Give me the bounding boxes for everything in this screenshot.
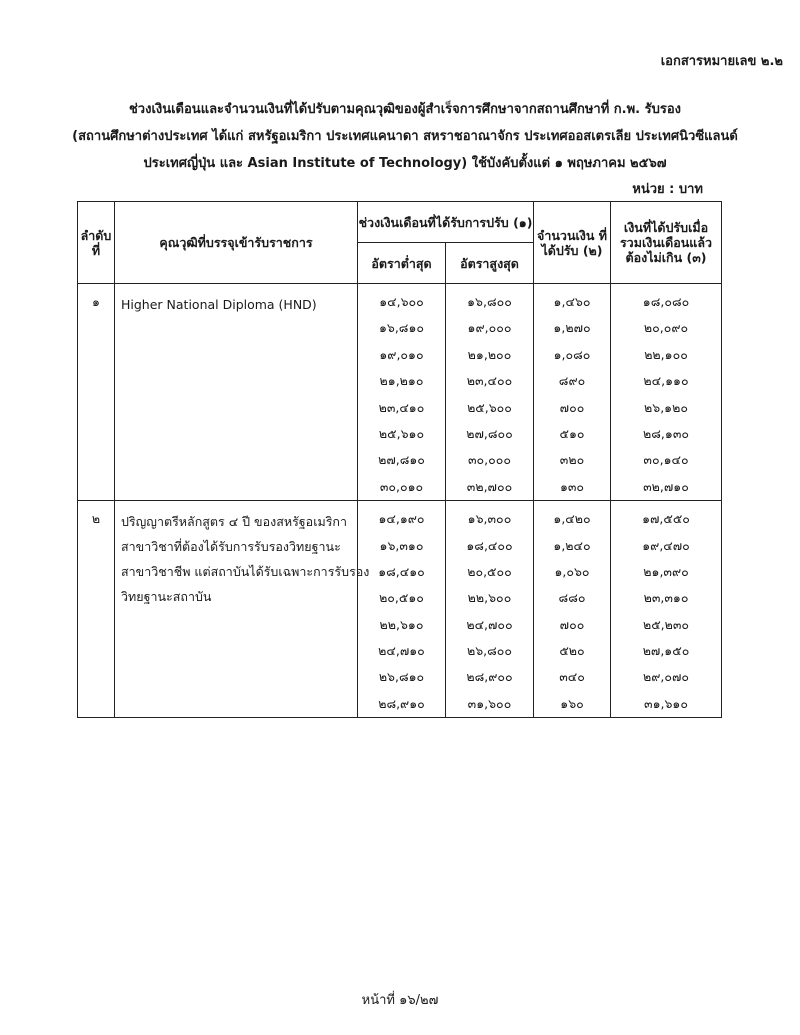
- header-seq: ลำดับ ที่: [78, 202, 115, 284]
- title-line-3: ประเทศญี่ปุ่น และ Asian Institute of Technology) ใช้บังคับตั้งแต่ ๑ พฤษภาคม ๒๕๖๗: [143, 156, 667, 171]
- value: ๓๒๐: [559, 452, 585, 468]
- min-rate-cell: [358, 284, 446, 501]
- value: ๒๐,๕๑๐: [379, 590, 424, 606]
- adjust-amount-cell: [534, 501, 611, 718]
- value: ๒๗,๘๐๐: [466, 425, 513, 441]
- value: ๒๒,๖๑๐: [379, 616, 424, 632]
- value: ๒๐,๐๙๐: [643, 320, 689, 336]
- adjust-amount-cell: [534, 284, 611, 501]
- value: ๑,๒๗๐: [553, 320, 591, 336]
- value: ๒๖,๘๐๐: [466, 643, 513, 659]
- value: ๒๕,๖๐๐: [467, 399, 512, 415]
- qualification-line: วิทยฐานะสถาบัน: [121, 589, 212, 605]
- value: ๑๙,๐๑๐: [379, 346, 424, 362]
- header-min-rate: อัตราต่ำสุด: [358, 243, 446, 284]
- salary-table: [77, 201, 722, 718]
- header-qualification: คุณวุฒิที่บรรจุเข้ารับราชการ: [115, 202, 358, 284]
- value: ๓๐,๐๐๐: [467, 452, 512, 468]
- value: ๑๖,๓๐๐: [467, 511, 512, 527]
- value: ๑๖๐: [560, 695, 584, 711]
- value: ๓๑,๖๐๐: [467, 695, 512, 711]
- document-reference: เอกสารหมายเลข ๒.๒: [660, 54, 783, 69]
- value: ๒๖,๘๑๐: [378, 669, 425, 685]
- row-seq: ๑: [78, 284, 115, 501]
- value: ๒๗,๑๕๐: [642, 643, 690, 659]
- max-rate-cell: [446, 284, 534, 501]
- value: ๒๑,๓๙๐: [643, 563, 689, 579]
- value: ๒๑,๒๐๐: [467, 346, 512, 362]
- value: ๑,๒๔๐: [553, 537, 591, 553]
- title-line-1: ช่วงเงินเดือนและจำนวนเงินที่ได้ปรับตามคุณวุฒิของผู้สำเร็จการศึกษาจากสถานศึกษาที่ ก.พ. รับรอง: [128, 102, 682, 117]
- value: ๒๕,๖๑๐: [378, 425, 425, 441]
- value: ๒๒,๖๐๐: [467, 590, 512, 606]
- value: ๓๒,๗๑๐: [643, 478, 689, 494]
- value: ๒๓,๔๑๐: [378, 399, 425, 415]
- value: ๒๔,๗๐๐: [466, 616, 513, 632]
- value: ๑๘,๐๘๐: [642, 294, 690, 309]
- value: ๑๔,๑๙๐: [378, 511, 425, 527]
- value: ๑๘,๔๑๐: [378, 563, 425, 579]
- value: ๓๐,๑๔๐: [643, 452, 689, 468]
- value: ๒๗,๘๑๐: [378, 452, 425, 468]
- value: ๑๔,๖๐๐: [379, 294, 424, 309]
- value: ๒๐,๕๐๐: [467, 563, 512, 579]
- value: ๑,๐๘๐: [553, 346, 591, 362]
- qualification-line: ปริญญาตรีหลักสูตร ๔ ปี ของสหรัฐอเมริกา: [121, 514, 348, 530]
- value: ๒๒,๑๐๐: [644, 346, 688, 362]
- value: ๒๘,๙๑๐: [378, 695, 425, 711]
- value: ๑,๐๖๐: [554, 563, 590, 579]
- value: ๗๐๐: [559, 399, 585, 415]
- value: ๑๓๐: [559, 478, 585, 494]
- value: ๑๙,๔๗๐: [642, 537, 690, 553]
- value: ๒๙,๐๗๐: [643, 669, 690, 685]
- value: ๕๑๐: [559, 425, 585, 441]
- value: ๑๙,๐๐๐: [467, 320, 512, 336]
- value: ๑๖,๘๐๐: [467, 294, 512, 309]
- value: ๒๘,๙๐๐: [466, 669, 513, 685]
- value: ๒๓,๓๑๐: [643, 590, 689, 606]
- value: ๑,๔๒๐: [553, 511, 591, 527]
- header-max-rate: อัตราสูงสุด: [446, 243, 534, 284]
- value: ๒๔,๑๑๐: [643, 373, 689, 389]
- value: ๒๔,๗๑๐: [378, 643, 425, 659]
- unit-label: หน่วย : บาท: [632, 182, 703, 197]
- value: ๒๖,๑๒๐: [644, 399, 688, 415]
- value: ๓๒,๗๐๐: [466, 478, 513, 494]
- qualification-line: สาขาวิชาที่ต้องได้รับการรับรองวิทยฐานะ: [121, 539, 341, 555]
- value: ๓๐,๐๑๐: [379, 478, 424, 494]
- table-row: [78, 501, 722, 718]
- value: ๗๐๐: [559, 616, 585, 632]
- row-qualification: [115, 501, 370, 718]
- value: ๑๘,๔๐๐: [466, 537, 513, 553]
- value: ๒๘,๑๓๐: [643, 425, 689, 441]
- header-total-cap: เงินที่ได้ปรับเมื่อ รวมเงินเดือนแล้ว ต้องไม่เกิน (๓): [611, 202, 722, 284]
- value: ๘๙๐: [558, 373, 586, 389]
- row-seq: ๒: [78, 501, 115, 718]
- total-cap-cell: [611, 501, 722, 718]
- value: ๓๔๐: [559, 669, 585, 685]
- min-rate-cell: [358, 501, 446, 718]
- page-number: หน้าที่ ๑๖/๒๗: [361, 993, 439, 1008]
- header-adjust-amount: จำนวนเงิน ที่ได้ปรับ (๒): [534, 202, 611, 284]
- value: ๒๓,๔๐๐: [466, 373, 513, 389]
- row-qualification: [115, 284, 358, 501]
- qualification-line: Higher National Diploma (HND): [121, 297, 317, 312]
- max-rate-cell: [446, 501, 534, 718]
- value: ๘๘๐: [558, 590, 586, 606]
- value: ๓๑,๖๑๐: [644, 695, 688, 711]
- header-salary-range: ช่วงเงินเดือนที่ได้รับการปรับ (๑): [358, 202, 534, 243]
- value: ๑๖,๓๑๐: [379, 537, 424, 553]
- value: ๒๕,๒๓๐: [642, 616, 690, 632]
- value: ๑๗,๕๕๐: [642, 511, 690, 527]
- total-cap-cell: [611, 284, 722, 501]
- table-row: [78, 284, 722, 501]
- value: ๑,๔๖๐: [553, 294, 591, 309]
- value: ๑๖,๘๑๐: [378, 320, 425, 336]
- title-line-2: (สถานศึกษาต่างประเทศ ได้แก่ สหรัฐอเมริกา ประเทศแคนาดา สหราชอาณาจักร ประเทศออสเตรเลีย ประเทศนิวซีแลนด์: [72, 129, 738, 144]
- value: ๕๒๐: [559, 643, 585, 659]
- value: ๒๑,๒๑๐: [379, 373, 424, 389]
- qualification-line: สาขาวิชาชีพ แต่สถาบันได้รับเฉพาะการรับรอง: [121, 564, 370, 580]
